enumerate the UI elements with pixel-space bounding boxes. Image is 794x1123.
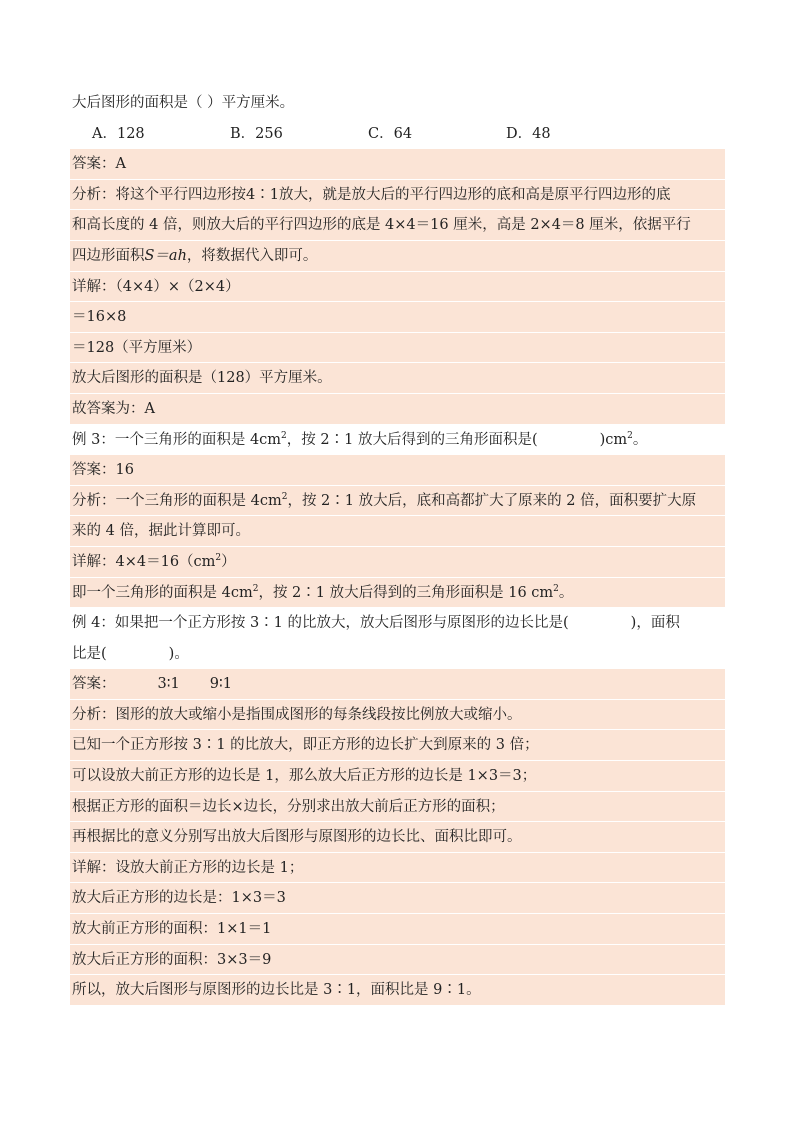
q2-analysis-text-end: ，将数据代入即可。 [186,247,318,264]
option-b: B．256 [230,125,283,142]
q4-answer [70,669,725,700]
q3-analysis-line-2: 来的 4 倍，据此计算即可。 [70,516,725,547]
q2-stem-text: 大后图形的面积是（ ）平方厘米。 [72,95,295,111]
q2-options [70,119,725,150]
q2-analysis-line-2: 和高长度的 4 倍，则放大后的平行四边形的底是 4×4＝16 厘米，高是 2×4＝8 厘米，依据平行 [70,210,725,241]
superscript: 2 [627,430,633,441]
q4-detail-line-2: 放大后正方形的边长是：1×3＝3 [70,883,725,914]
superscript: 2 [281,491,288,502]
q3-detail-text-3: ，按 2∶1 放大后得到的三角形面积是 16 cm [258,584,554,601]
q3-detail-text-end: ） [221,553,236,570]
q3-detail-text: 详解：4×4＝16（cm [72,553,216,570]
superscript: 2 [252,583,259,594]
q3-stem-text: 例 3：一个三角形的面积是 4cm [72,431,282,448]
q4-stem-text-3: 比是( [72,645,107,662]
q3-stem [70,425,725,456]
document-page [70,88,725,1006]
q2-analysis-line-3 [70,241,725,272]
q2-analysis-text: 四边形面积 [72,247,145,264]
q2-analysis-line-1: 分析：将这个平行四边形按4∶1放大，就是放大后的平行四边形的底和高是原平行四边形的底 [70,180,725,211]
superscript: 2 [553,583,559,594]
q3-stem-end: 。 [632,431,648,448]
answer-label: 答案： [72,676,116,693]
q3-stem-unit: )cm [599,431,628,448]
answer-value-2: 9∶1 [209,676,232,693]
superscript: 2 [281,430,287,441]
q4-detail-line-3: 放大前正方形的面积：1×1＝1 [70,914,725,945]
q3-stem-text-2: ，按 2∶1 放大后得到的三角形面积是( [286,431,538,448]
q2-detail-line-1: 详解：（4×4）×（2×4） [70,272,725,303]
q4-analysis-line-2: 已知一个正方形按 3∶1 的比放大，即正方形的边长扩大到原来的 3 倍； [70,730,725,761]
q2-stem [70,88,725,119]
q3-detail-line-1 [70,547,725,578]
q4-analysis-line-4: 根据正方形的面积＝边长×边长，分别求出放大前后正方形的面积； [70,792,725,823]
q3-analysis-text-2: ，按 2∶1 放大后，底和高都扩大了原来的 2 倍，面积要扩大原 [287,492,697,509]
option-c: C．64 [368,125,413,142]
q4-detail-line-1: 详解：设放大前正方形的边长是 1； [70,853,725,884]
q4-stem-line-2 [70,639,725,670]
q3-detail-line-2 [70,578,725,609]
q4-analysis-line-3: 可以设放大前正方形的边长是 1，那么放大后正方形的边长是 1×3＝3； [70,761,725,792]
q4-detail-line-5: 所以，放大后图形与原图形的边长比是 3∶1，面积比是 9∶1。 [70,975,725,1006]
q3-detail-text-end-2: 。 [558,584,574,601]
q4-stem-text-end: )。 [168,645,189,662]
superscript: 2 [215,552,222,563]
option-d: D．48 [506,125,551,142]
q4-analysis-line-1: 分析：图形的放大或缩小是指围成图形的每条线段按比例放大或缩小。 [70,700,725,731]
option-a: A．128 [92,125,145,142]
q2-detail-line-4: 放大后图形的面积是（128）平方厘米。 [70,363,725,394]
q4-analysis-line-5: 再根据比的意义分别写出放大后图形与原图形的边长比、面积比即可。 [70,822,725,853]
q4-stem-text-2: )，面积 [630,615,680,632]
q2-answer: 答案：A [70,149,725,180]
answer-value-1: 3∶1 [157,676,180,693]
q3-answer: 答案：16 [70,455,725,486]
q2-detail-line-3: ＝128（平方厘米） [70,333,725,364]
q4-detail-line-4: 放大后正方形的面积：3×3＝9 [70,945,725,976]
q2-detail-line-2: ＝16×8 [70,302,725,333]
q2-final-answer: 故答案为：A [70,394,725,425]
q3-analysis-text: 分析：一个三角形的面积是 4cm [72,492,282,509]
q4-stem-line-1 [70,608,725,639]
q3-detail-text-2: 即一个三角形的面积是 4cm [72,584,253,601]
q4-stem-text: 例 4：如果把一个正方形按 3∶1 的比放大，放大后图形与原图形的边长比是( [72,615,569,632]
q3-analysis-line-1 [70,486,725,517]
area-formula: S＝ah [144,247,187,264]
